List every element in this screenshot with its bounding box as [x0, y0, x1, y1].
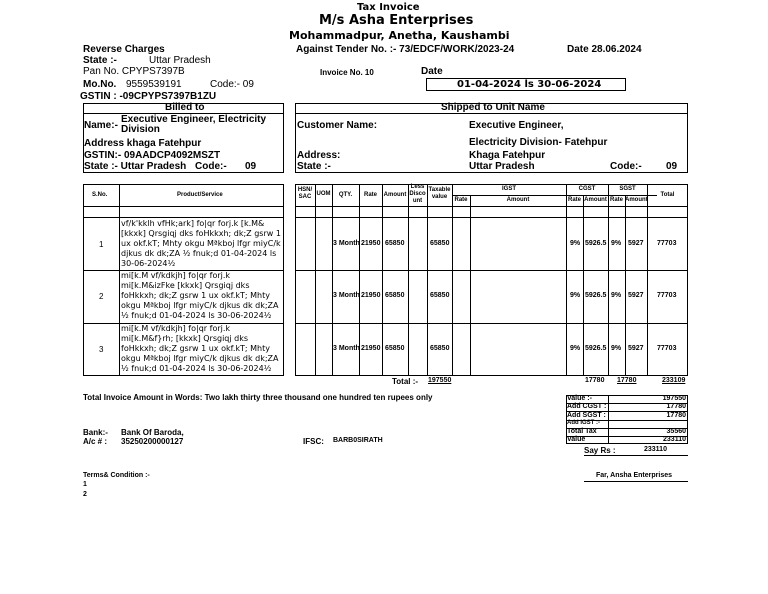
billed-code: 09 [245, 161, 257, 172]
item-taxable: 65850 [430, 240, 450, 247]
item-sgst-rate: 9% [611, 345, 622, 352]
summary-value: 35560 [666, 428, 686, 435]
state-value: Uttar Pradesh [149, 55, 211, 66]
item-sgst-amount: 5927 [628, 345, 644, 352]
item-total: 77703 [657, 240, 677, 247]
item-sgst-rate: 9% [611, 292, 622, 299]
billed-name-line2: Division [121, 124, 160, 135]
shipped-state-label: State :- [297, 161, 331, 172]
item-cgst-amount: 5926.5 [585, 345, 607, 352]
col-taxable-1: Taxable [428, 187, 451, 193]
summary-value: 197550 [662, 395, 686, 402]
summary-value: 17780 [666, 403, 686, 410]
invoice-no: Invoice No. 10 [320, 68, 374, 77]
col-qty: QTY. [338, 192, 353, 198]
shipped-address: Khaga Fatehpur [469, 150, 546, 161]
col-total: Total [660, 192, 675, 198]
mobile-label: Mo.No. [83, 79, 117, 90]
state-label: State :- [83, 55, 117, 66]
billed-code-label: Code:- [195, 161, 227, 172]
amount-in-words: Total Invoice Amount in Words: Two lakh thirty three thousand one hundred ten rupees only [83, 393, 433, 402]
period-value: 01-04-2024 ls 30-06-2024 [457, 79, 602, 90]
item-sgst-rate: 9% [611, 240, 622, 247]
billed-address: Address khaga Fatehpur [84, 138, 202, 149]
col-sgst-rate: Rate [609, 197, 623, 203]
item-product: mi[k.M vf/kdkjh] fo|qr forj.k mi[k.M&f}rh; [kkxk] Qrsgiqj dks foHkkxh; dk;Z gsrw 1 ux okf.kT; Mhty okgu Mªkboj lfgr miyC/k djkus dk dk;ZA ½ fnuk;d 01-04-2024 ls 30-06-2024½ [121, 324, 279, 373]
item-qty: 3 Month [333, 345, 360, 352]
tender-no: Against Tender No. :- 73/EDCF/WORK/2023-24 [296, 44, 515, 55]
summary-label: Add CGST : [567, 403, 607, 410]
customer-name-label: Customer Name: [297, 120, 378, 131]
billed-name-line1: Executive Engineer, Electricity [121, 114, 267, 125]
shipped-to-title: Shipped to Unit Name [441, 102, 545, 113]
supplier-code: Code:- 09 [210, 79, 254, 90]
col-hsn-1: HSN/ [297, 187, 313, 193]
account-label: A/c # : [83, 437, 108, 446]
say-rs-label: Say Rs : [584, 446, 616, 455]
col-cgst-rate: Rate [567, 197, 581, 203]
period-date-label: Date [421, 66, 443, 77]
invoice-date: Date 28.06.2024 [567, 44, 642, 55]
summary-label: Value [567, 436, 586, 443]
shipped-state: Uttar Pradesh [469, 161, 535, 172]
col-sno: S.No. [92, 192, 108, 198]
total-taxable: 197550 [428, 377, 452, 384]
item-amount: 65850 [385, 240, 405, 247]
shipped-address-label: Address: [297, 150, 341, 161]
col-igst-amount: Amount [506, 197, 530, 203]
col-product: Product/Service [177, 192, 223, 198]
col-rate: Rate [363, 192, 377, 198]
account-no: 35250200000127 [121, 437, 184, 446]
item-sno: 2 [99, 292, 104, 301]
terms-line: 2 [83, 491, 87, 498]
pan-no: Pan No. CPYPS7397B [83, 66, 185, 77]
col-uom: UOM [316, 191, 331, 197]
col-taxable-2: value [431, 194, 448, 200]
item-amount: 65850 [385, 292, 405, 299]
item-total: 77703 [657, 292, 677, 299]
col-less-1: Less [410, 184, 425, 190]
col-less-2: Disco [409, 191, 426, 197]
col-less-3: unt [412, 198, 423, 204]
col-cgst: CGST [578, 186, 596, 192]
item-total: 77703 [657, 345, 677, 352]
summary-label: Add IGST :- [567, 420, 600, 426]
item-cgst-rate: 9% [570, 240, 581, 247]
item-product: vf/k'kklh vfHk;ark] fo|qr forj.k [k.M& [kkxk] Qrsgiqj dks foHkkxh; dk;Z gsrw 1 ux okf.kT; Mhty okgu Mªkboj lfgr miyC/k djkus dk dk;ZA ½ fnuk;d 01-04-2024 ls 30-06-2024½ [121, 219, 281, 268]
item-sgst-amount: 5927 [628, 292, 644, 299]
item-cgst-amount: 5926.5 [585, 292, 607, 299]
item-sno: 1 [99, 240, 104, 249]
item-rate: 21950 [361, 240, 381, 247]
company-name: M/s Asha Enterprises [319, 13, 474, 28]
bank-name: Bank Of Baroda, [121, 428, 184, 437]
billed-gstin: GSTIN:- 09AADCP4092MSZT [84, 150, 221, 161]
company-address: Mohammadpur, Anetha, Kaushambi [289, 29, 510, 42]
total-grand: 233109 [662, 377, 686, 384]
shipped-code-label: Code:- [610, 161, 642, 172]
period-box [426, 78, 626, 91]
item-sgst-amount: 5927 [628, 240, 644, 247]
col-igst-rate: Rate [454, 197, 468, 203]
mobile-no: 9559539191 [126, 79, 182, 90]
summary-label: Value :- [567, 395, 592, 402]
customer-name-line2: Electricity Division- Fatehpur [469, 137, 608, 148]
col-sgst-amount: Amount [625, 197, 648, 203]
item-rate: 21950 [361, 345, 381, 352]
terms-line: 1 [83, 481, 87, 488]
item-product: mi[k.M vf/kdkjh] fo|qr forj.k mi[k.M&izFke [kkxk] Qrsgiqj dks foHkkxh; dk;Z gsrw 1 ux okf.kT; Mhty okgu Mªkboj lfgr miyC/k djkus dk dk;ZA ½ fnuk;d 01-04-2024 ls 30-06-2024½ [121, 271, 279, 320]
terms-title: Terms& Condition :- [83, 472, 150, 479]
bank-label: Bank:- [83, 428, 108, 437]
col-igst: IGST [501, 186, 516, 192]
item-cgst-amount: 5926.5 [585, 240, 607, 247]
summary-label: Add SGST : [567, 412, 606, 419]
shipped-code: 09 [666, 161, 678, 172]
billed-to-title: Billed to [165, 102, 205, 113]
item-qty: 3 Month [333, 240, 360, 247]
total-sgst: 17780 [617, 377, 637, 384]
summary-label: Total Tax [567, 428, 597, 435]
total-label: Total :- [392, 377, 419, 386]
item-qty: 3 Month [333, 292, 360, 299]
summary-value: 233110 [663, 436, 686, 443]
col-hsn-2: SAC [298, 194, 312, 200]
total-cgst: 17780 [585, 377, 605, 384]
item-taxable: 65850 [430, 345, 450, 352]
item-taxable: 65850 [430, 292, 450, 299]
reverse-charges: Reverse Charges [83, 44, 165, 55]
doc-title: Tax Invoice [357, 2, 420, 13]
item-rate: 21950 [361, 292, 381, 299]
col-sgst: SGST [619, 186, 636, 192]
billed-state: State :- Uttar Pradesh [84, 161, 187, 172]
item-cgst-rate: 9% [570, 345, 581, 352]
signature: Far, Ansha Enterprises [596, 472, 672, 479]
supplier-gstin: GSTIN : -09CPYPS7397B1ZU [80, 91, 217, 102]
col-amount: Amount [383, 192, 407, 198]
ifsc-code: BARB0SIRATH [333, 437, 383, 444]
ifsc-label: IFSC: [303, 437, 324, 446]
item-cgst-rate: 9% [570, 292, 581, 299]
say-rs-value: 233110 [644, 446, 667, 453]
customer-name-line1: Executive Engineer, [469, 120, 564, 131]
billed-name-label: Name:- [84, 120, 118, 131]
item-sno: 3 [99, 345, 104, 354]
summary-value: 17780 [666, 412, 686, 419]
item-amount: 65850 [385, 345, 405, 352]
col-cgst-amount: Amount [584, 197, 607, 203]
